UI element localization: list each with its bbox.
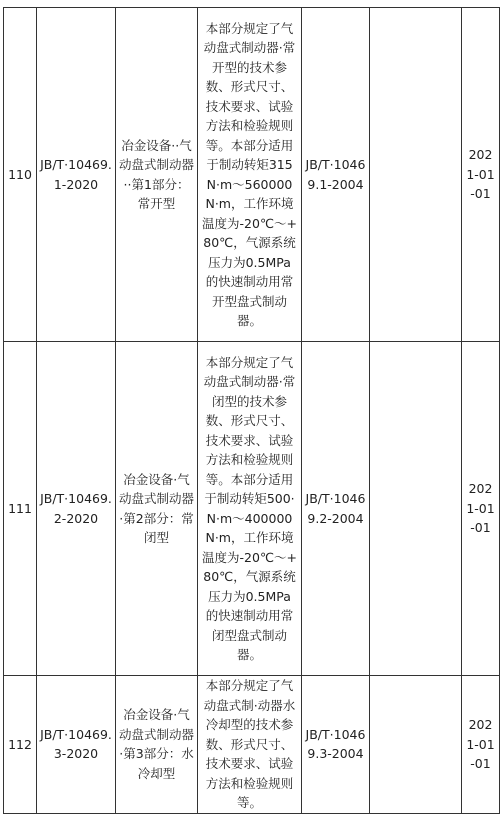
standard-number-cell: JB/T·10469.3-2020	[37, 676, 116, 814]
scope-cell: 本部分规定了气动盘式制·动器水冷却型的技术参数、形式尺寸、技术要求、试验方法和检验规则等。	[198, 676, 302, 814]
serial-number-cell: 112	[4, 676, 37, 814]
replaced-standard-cell: JB/T·10469.2-2004	[302, 342, 370, 676]
scope-cell: 本部分规定了气动盘式制动器·常开型的技术参数、形式尺寸、技术要求、试验方法和检验规则等。本部分适用于制动转矩315N·m～560000N·m，工作环境温度为-20℃～+80℃，气源系统压力为0.5MPa的快速制动用常开型盘式制动器。	[198, 8, 302, 342]
empty-cell	[370, 342, 462, 676]
implementation-date-cell: 2021-01-01	[462, 676, 500, 814]
table-row	[4, 676, 500, 814]
standard-name-cell: 冶金设备·气动盘式制动器·第3部分：水冷却型	[116, 676, 198, 814]
empty-cell	[370, 8, 462, 342]
implementation-date-cell: 2021-01-01	[462, 8, 500, 342]
standards-table	[3, 7, 500, 814]
table-row	[4, 8, 500, 342]
implementation-date-cell: 2021-01-01	[462, 342, 500, 676]
standard-name-cell: 冶金设备·气动盘式制动器·第2部分：常闭型	[116, 342, 198, 676]
table-row	[4, 342, 500, 676]
serial-number-cell: 110	[4, 8, 37, 342]
replaced-standard-cell: JB/T·10469.1-2004	[302, 8, 370, 342]
replaced-standard-cell: JB/T·10469.3-2004	[302, 676, 370, 814]
standard-number-cell: JB/T·10469.2-2020	[37, 342, 116, 676]
standard-name-cell: 冶金设备··气动盘式制动器··第1部分：常开型	[116, 8, 198, 342]
scope-cell: 本部分规定了气动盘式制动器·常闭型的技术参数、形式尺寸、技术要求、试验方法和检验规则等。本部分适用于制动转矩500·N·m～400000N·m，工作环境温度为-20℃～+80℃，气源系统压力为0.5MPa的快速制动用常闭型盘式制动器。	[198, 342, 302, 676]
standard-number-cell: JB/T·10469.1-2020	[37, 8, 116, 342]
serial-number-cell: 111	[4, 342, 37, 676]
empty-cell	[370, 676, 462, 814]
